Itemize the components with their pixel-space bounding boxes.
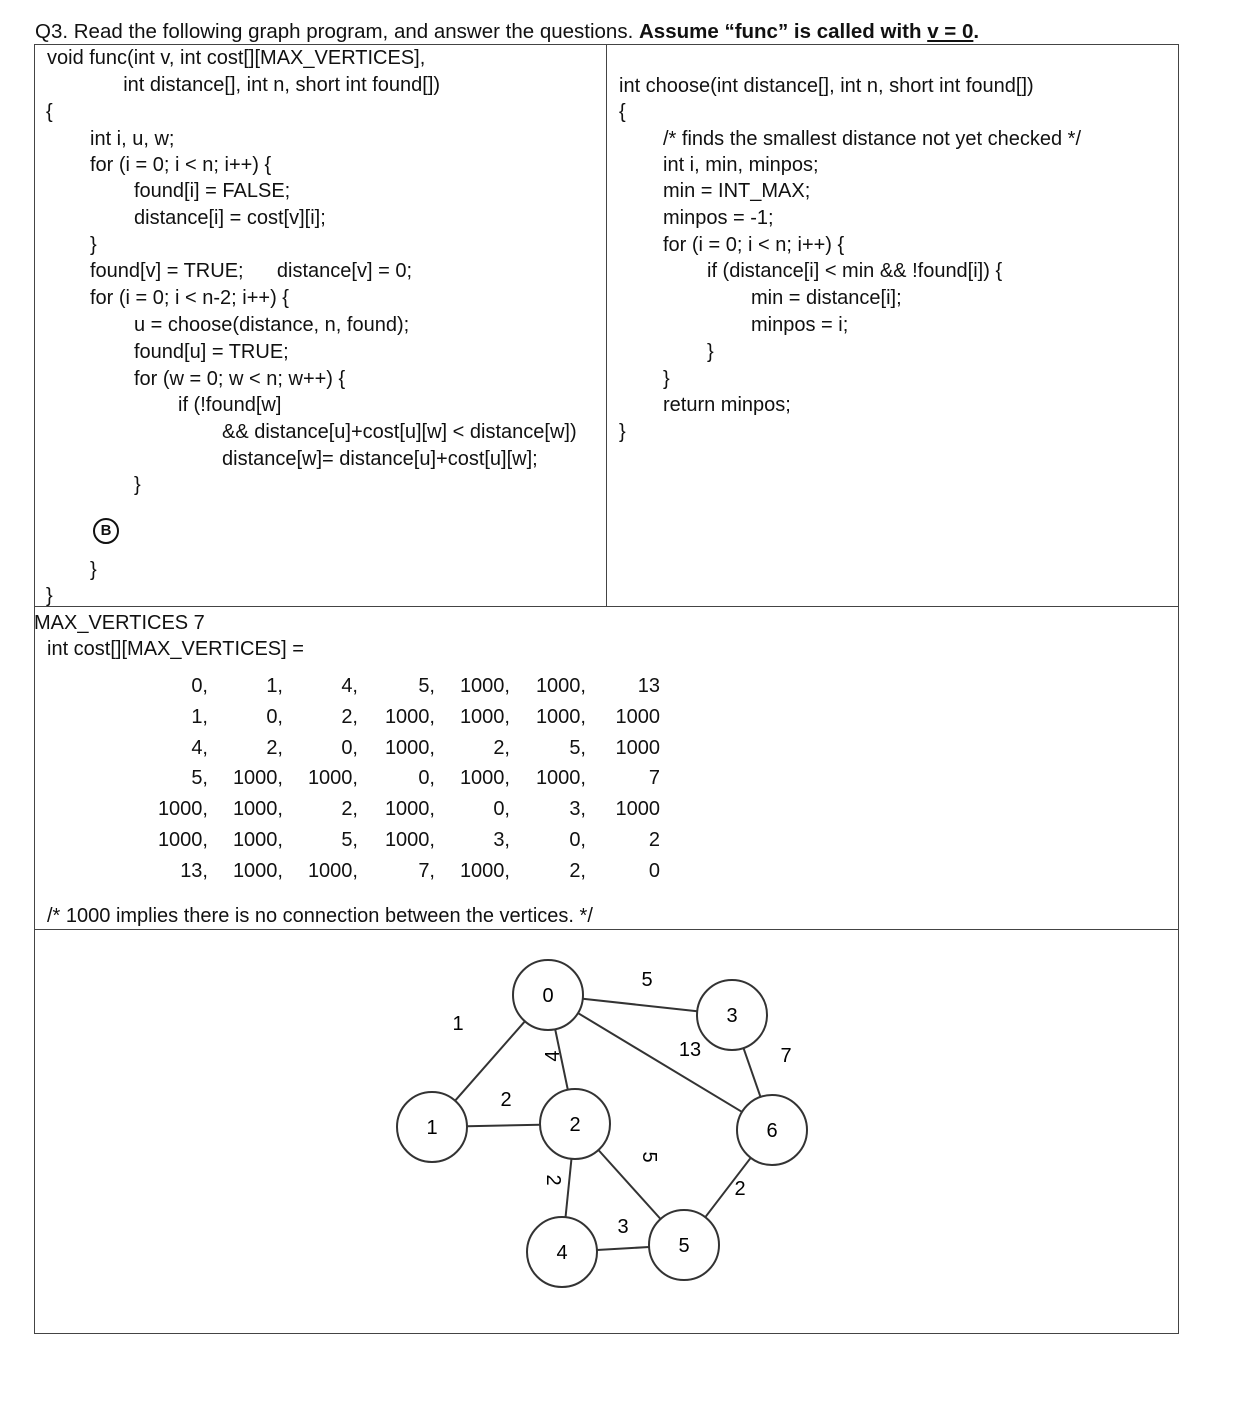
matrix-cell: 1000,	[232, 767, 283, 790]
matrix-cell: 0,	[341, 736, 358, 759]
func-code-line: for (i = 0; i < n; i++) {	[90, 154, 272, 176]
matrix-cell: 1000,	[307, 767, 358, 790]
edge-weight-label: 2	[734, 1178, 746, 1200]
matrix-cell: 1000,	[535, 675, 586, 697]
no-connection-comment: /* 1000 implies there is no connection between the vertices. */	[47, 905, 593, 927]
func-code-line: found[u] = TRUE;	[134, 341, 289, 363]
graph-edge-1-2	[467, 1125, 540, 1127]
matrix-row	[120, 829, 680, 859]
edge-weight-label: 2	[500, 1089, 512, 1111]
matrix-cell: 1000,	[157, 829, 208, 851]
func-code-line: int distance[], int n, short int found[])	[101, 74, 441, 96]
edge-weight-label: 1	[452, 1013, 464, 1035]
func-code-line: u = choose(distance, n, found);	[134, 314, 410, 336]
marker-b-icon: B	[93, 518, 119, 544]
graph-node-label: 1	[426, 1117, 438, 1139]
func-code-line: }	[46, 585, 53, 607]
question-suffix: .	[973, 20, 980, 43]
graph-node-label: 3	[726, 1005, 738, 1027]
matrix-cell: 0,	[418, 767, 435, 790]
matrix-cell: 2,	[569, 859, 586, 882]
choose-code-line: return minpos;	[663, 394, 791, 416]
cost-declaration: int cost[][MAX_VERTICES] =	[47, 638, 304, 660]
graph-node-label: 0	[542, 985, 554, 1007]
func-code-line: {	[46, 101, 53, 123]
choose-code-line: }	[619, 421, 626, 443]
matrix-cell: 1000,	[307, 859, 358, 882]
matrix-cell: 0,	[266, 705, 283, 728]
matrix-cell: 7,	[418, 859, 435, 882]
func-code-line: }	[90, 234, 97, 256]
matrix-cell: 1000,	[535, 767, 586, 790]
question-heading	[35, 18, 979, 46]
question-underlined: v = 0	[927, 20, 974, 43]
matrix-cell: 3,	[493, 829, 510, 851]
choose-code-line: if (distance[i] < min && !found[i]) {	[707, 260, 1003, 282]
choose-code-line: for (i = 0; i < n; i++) {	[663, 234, 845, 256]
matrix-row	[120, 706, 680, 736]
choose-code-line: /* finds the smallest distance not yet checked */	[663, 128, 1081, 150]
choose-code-line: }	[663, 368, 670, 390]
func-code-line: }	[90, 559, 97, 581]
matrix-cell: 2,	[493, 736, 510, 759]
define-line: MAX_VERTICES 7	[34, 612, 205, 634]
matrix-cell: 1000,	[384, 829, 435, 851]
matrix-cell: 13,	[180, 859, 208, 882]
choose-code-line: minpos = -1;	[663, 207, 774, 229]
func-code-line: found[i] = FALSE;	[134, 180, 291, 202]
func-code-line: for (i = 0; i < n-2; i++) {	[90, 287, 289, 309]
matrix-row	[120, 737, 680, 767]
matrix-cell: 1000	[615, 736, 660, 759]
edge-weight-label: 3	[617, 1216, 629, 1238]
matrix-cell: 1000,	[459, 767, 510, 790]
matrix-cell: 1000,	[384, 798, 435, 821]
func-code-line: }	[134, 474, 141, 496]
edge-weight-label: 4	[542, 1050, 564, 1062]
matrix-cell: 1000,	[459, 859, 510, 882]
choose-code-line: min = INT_MAX;	[663, 180, 811, 202]
graph-edge-4-5	[597, 1247, 649, 1250]
choose-code-line: int choose(int distance[], int n, short int found[])	[619, 75, 1034, 97]
choose-code-line: min = distance[i];	[751, 287, 902, 309]
question-bold: Assume “func” is called with	[638, 20, 928, 43]
matrix-cell: 2,	[341, 798, 358, 821]
matrix-cell: 0,	[493, 798, 510, 821]
matrix-cell: 13	[637, 675, 660, 697]
edge-weight-label: 2	[542, 1174, 564, 1186]
matrix-cell: 2,	[341, 705, 358, 728]
matrix-cell: 1000,	[384, 705, 435, 728]
matrix-row	[120, 860, 680, 890]
edge-weight-label: 5	[641, 969, 653, 991]
weighted-graph	[390, 950, 830, 1310]
edge-weight-label: 13	[678, 1039, 702, 1061]
choose-code-line: minpos = i;	[751, 314, 849, 336]
func-code-line: if (!found[w]	[178, 394, 282, 416]
edge-weight-label: 5	[638, 1151, 660, 1163]
graph-node-label: 2	[569, 1114, 581, 1136]
matrix-cell: 1000,	[535, 705, 586, 728]
graph-edge-3-6	[743, 1048, 760, 1097]
matrix-cell: 1000,	[384, 736, 435, 759]
matrix-cell: 1,	[266, 675, 283, 697]
func-code-line: && distance[u]+cost[u][w] < distance[w])	[222, 421, 577, 443]
matrix-frame-left	[34, 607, 35, 930]
matrix-cell: 5,	[418, 675, 435, 697]
matrix-row	[120, 767, 680, 797]
matrix-cell: 0,	[191, 675, 208, 697]
matrix-cell: 1,	[191, 705, 208, 728]
matrix-cell: 1000,	[459, 675, 510, 697]
matrix-frame-right	[1178, 607, 1179, 930]
choose-code-line: {	[619, 101, 626, 123]
question-prefix: Q3. Read the following graph program, and answer the questions.	[35, 20, 639, 43]
graph-node-label: 6	[766, 1120, 778, 1142]
matrix-row	[120, 798, 680, 828]
matrix-cell: 1000,	[157, 798, 208, 821]
matrix-cell: 5,	[191, 767, 208, 790]
matrix-cell: 0,	[569, 829, 586, 851]
graph-edge-0-3	[583, 999, 697, 1011]
matrix-row	[120, 675, 680, 705]
graph-edge-2-4	[566, 1159, 572, 1217]
graph-edge-0-1	[455, 1021, 525, 1100]
matrix-cell: 3,	[569, 798, 586, 821]
matrix-cell: 1000,	[232, 829, 283, 851]
graph-node-label: 5	[678, 1235, 690, 1257]
matrix-cell: 2,	[266, 736, 283, 759]
choose-code-line: }	[707, 341, 714, 363]
func-code-line: distance[w]= distance[u]+cost[u][w];	[222, 448, 538, 470]
edge-weight-label: 7	[780, 1045, 792, 1067]
func-code-line: int i, u, w;	[90, 128, 175, 150]
choose-code-line: int i, min, minpos;	[663, 154, 819, 176]
matrix-cell: 1000,	[459, 705, 510, 728]
matrix-cell: 5,	[341, 829, 358, 851]
func-code-line: found[v] = TRUE; distance[v] = 0;	[90, 260, 413, 282]
graph-node-label: 4	[556, 1242, 568, 1264]
matrix-cell: 4,	[191, 736, 208, 759]
matrix-cell: 1000	[615, 705, 660, 728]
matrix-cell: 7	[648, 767, 660, 790]
matrix-cell: 0	[648, 859, 660, 882]
matrix-cell: 5,	[569, 736, 586, 759]
matrix-cell: 1000	[615, 798, 660, 821]
matrix-cell: 2	[648, 829, 660, 851]
matrix-cell: 1000,	[232, 859, 283, 882]
func-code-line: void func(int v, int cost[][MAX_VERTICES],	[47, 47, 426, 69]
func-code-line: distance[i] = cost[v][i];	[134, 207, 326, 229]
func-code-line: for (w = 0; w < n; w++) {	[134, 368, 346, 390]
code-table-divider	[606, 44, 607, 607]
matrix-cell: 1000,	[232, 798, 283, 821]
matrix-cell: 4,	[341, 675, 358, 697]
